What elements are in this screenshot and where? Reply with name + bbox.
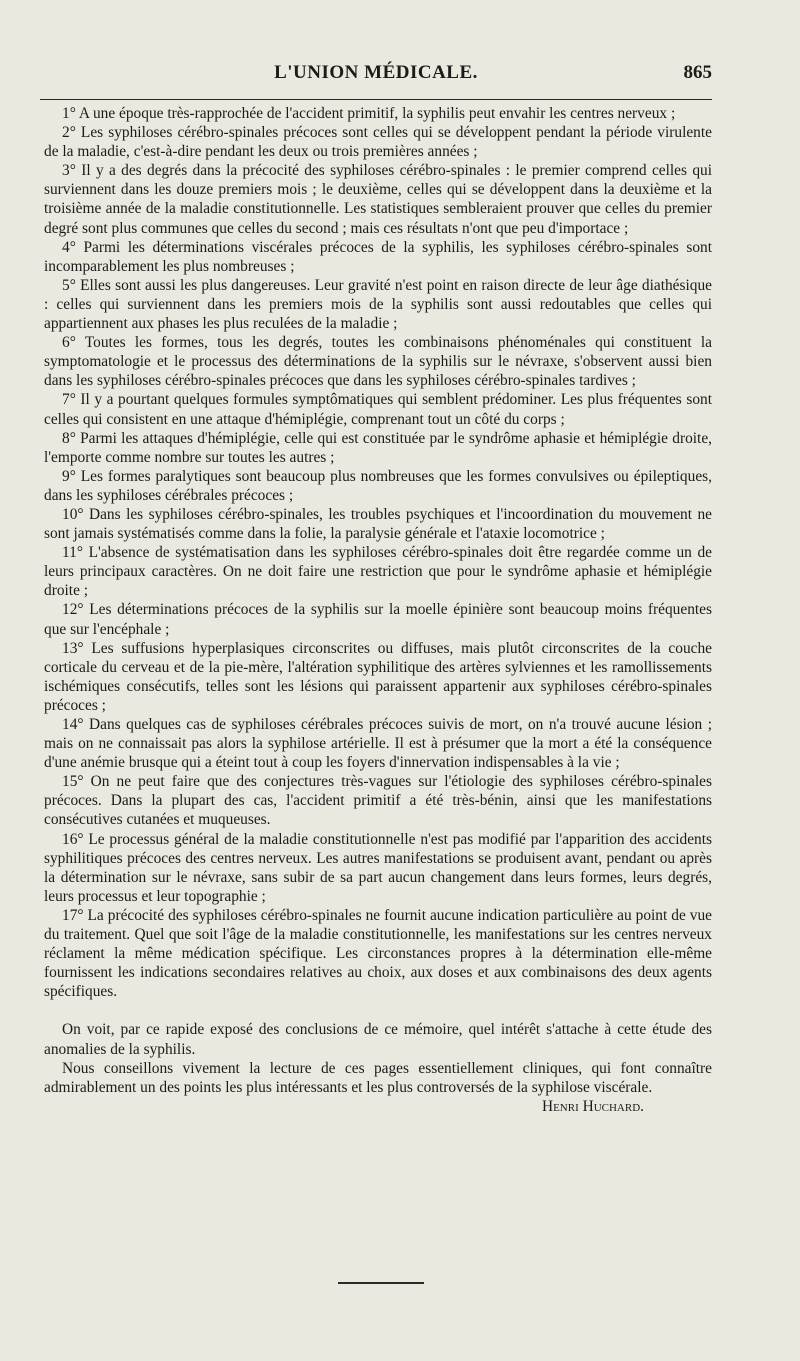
conclusion-7: 7° Il y a pourtant quelques formules symptômatiques qui semblent prédominer. Les plus fréquentes sont celles qui consistent en une attaque d'hémiplégie, comprenant tout un côté du corps ; — [44, 391, 712, 428]
conclusion-12: 12° Les déterminations précoces de la syphilis sur la moelle épinière sont beaucoup moins fréquentes que sur l'encéphale ; — [44, 601, 712, 638]
conclusion-5: 5° Elles sont aussi les plus dangereuses. Leur gravité n'est point en raison directe de leur âge diathésique : celles qui surviennent dans les premiers mois de la syphilis sont aussi redoutables que celles qui appartiennent aux phases les plus reculées de la maladie ; — [44, 276, 712, 333]
conclusion-4: 4° Parmi les déterminations viscérales précoces de la syphilis, les syphiloses cérébro-spinales sont incomparablement les plus nombreuses ; — [44, 238, 712, 275]
closing-paragraph-2: Nous conseillons vivement la lecture de ces pages essentiellement cliniques, qui font connaître admirablement un des points les plus intéressants et les plus controversés de la syphilose viscérale. — [44, 1059, 712, 1096]
conclusion-17: 17° La précocité des syphiloses cérébro-spinales ne fournit aucune indication particulière au point de vue du traitement. Quel que soit l'âge de la maladie constitutionnelle, les manifestations sur les centres nerveux réclament la même médication spécifique. Les circonstances propres à la détermination elle-même fournissent les indications secondaires relatives au choix, aux doses et aux combinaisons des deux agents spécifiques. — [44, 906, 712, 1001]
conclusion-2: 2° Les syphiloses cérébro-spinales précoces sont celles qui se développent pendant la période virulente de la maladie, c'est-à-dire pendant les deux ou trois premières années ; — [44, 124, 712, 161]
conclusion-13: 13° Les suffusions hyperplasiques circonscrites ou diffuses, mais plutôt circonscrites de la couche corticale du cerveau et de la pie-mère, l'altération syphilitique des artères sylviennes et les ramollissements ischémiques consécutifs, telles sont les lésions qui paraissent appartenir aux syphiloses cérébro-spinales précoces ; — [44, 639, 712, 714]
conclusion-15: 15° On ne peut faire que des conjectures très-vagues sur l'étiologie des syphiloses cérébro-spinales précoces. Dans la plupart des cas, l'accident primitif a été très-bénin, ainsi que les manifestations consécutives cutanées et muqueuses. — [44, 773, 712, 829]
article-body — [44, 104, 712, 1116]
conclusion-1: 1° A une époque très-rapprochée de l'accident primitif, la syphilis peut envahir les centres nerveux ; — [62, 105, 676, 122]
page-header — [40, 62, 712, 88]
conclusion-10: 10° Dans les syphiloses cérébro-spinales, les troubles psychiques et l'incoordination du mouvement ne sont jamais systématisés comme dans la folie, la paralysie générale et l'ataxie locomotrice ; — [44, 505, 712, 543]
conclusion-9: 9° Les formes paralytiques sont beaucoup plus nombreuses que les formes convulsives ou épileptiques, dans les syphiloses cérébrales précoces ; — [44, 467, 712, 504]
conclusion-11: 11° L'absence de systématisation dans les syphiloses cérébro-spinales doit être regardée comme un de leurs principaux caractères. On ne doit faire une restriction que pour le syndrôme aphasie et hémiplégie droite ; — [44, 544, 712, 600]
header-rule — [40, 99, 712, 100]
page-number: 865 — [683, 62, 712, 83]
conclusion-6: 6° Toutes les formes, tous les degrés, toutes les combinaisons phénoménales qui constituent la symptomatologie et le processus des déterminations de la syphilis sur le névraxe, s'observent aussi bien dans les syphiloses cérébro-spinales précoces que dans les syphiloses cérébro-spinales tardives ; — [44, 334, 712, 390]
conclusion-14: 14° Dans quelques cas de syphiloses cérébrales précoces suivis de mort, on n'a trouvé aucune lésion ; mais on ne connaissait pas alors la syphilose artérielle. Il est à présumer que la mort a été la conséquence d'une anémie brusque qui a éteint tout à coup les foyers d'innervation indispensables à la vie ; — [44, 716, 712, 772]
conclusion-16: 16° Le processus général de la maladie constitutionnelle n'est pas modifié par l'apparition des accidents syphilitiques précoces des centres nerveux. Les autres manifestations se produisent avant, pendant ou après la détermination sur le névraxe, sans subir de sa part aucun changement dans leurs formes, leurs degrés, leurs processus et leur topographie ; — [44, 830, 712, 905]
conclusion-8: 8° Parmi les attaques d'hémiplégie, celle qui est constituée par le syndrôme aphasie et hémiplégie droite, l'emporte comme nombre sur toutes les autres ; — [44, 429, 712, 466]
conclusion-3: 3° Il y a des degrés dans la précocité des syphiloses cérébro-spinales : le premier comprend celles qui surviennent dans les douze premiers mois ; le deuxième, celles qui se développent dans la deuxième et la troisième année de la maladie constitutionnelle. Les statistiques sembleraient prouver que celles du premier degré sont plus communes que celles du second ; mais ces résultats n'ont que peu d'importace ; — [44, 162, 712, 237]
closing-paragraph-1: On voit, par ce rapide exposé des conclusions de ce mémoire, quel intérêt s'attache à cette étude des anomalies de la syphilis. — [44, 1021, 712, 1058]
footer-rule — [338, 1282, 424, 1284]
running-title: L'UNION MÉDICALE. — [274, 62, 478, 83]
author-signature: Henri Huchard. — [541, 1097, 644, 1115]
